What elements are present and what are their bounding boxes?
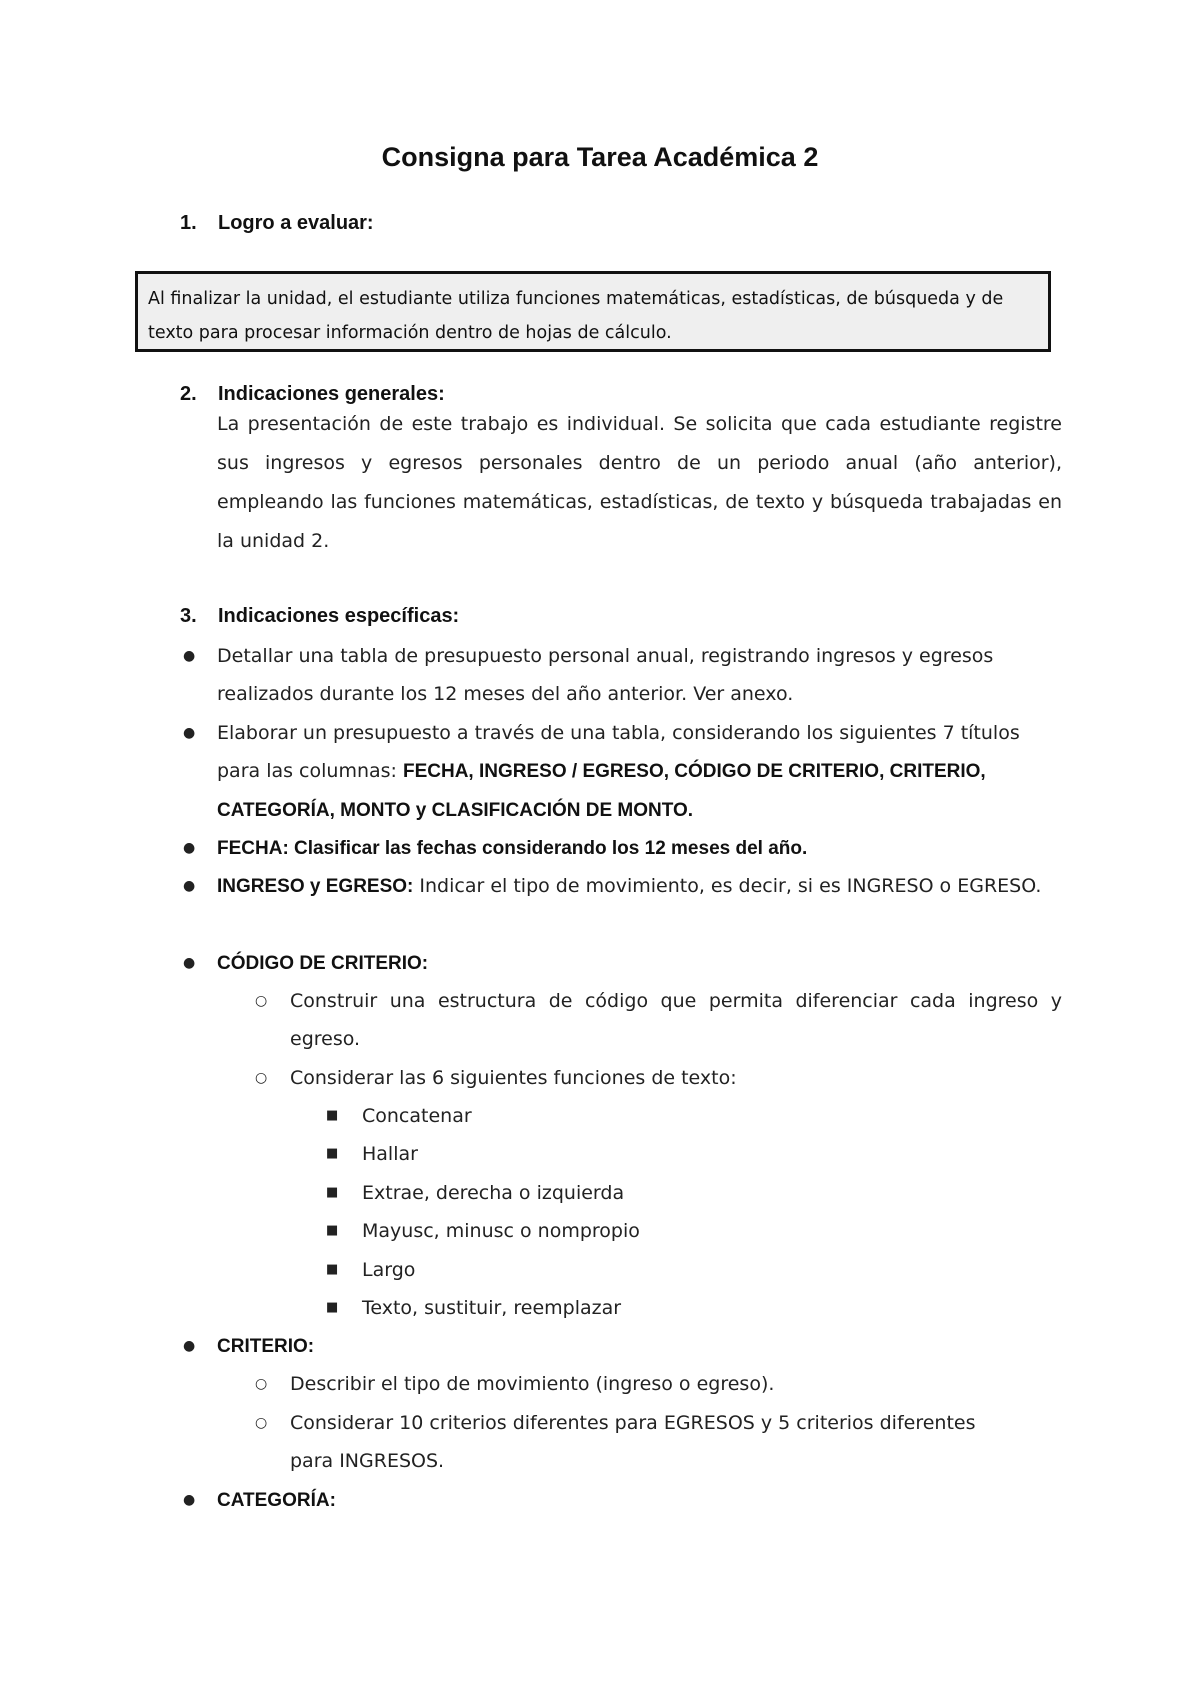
sub-bullet-text: Describir el tipo de movimiento (ingreso o egreso). <box>290 1373 775 1395</box>
bullet-icon: ● <box>183 648 196 664</box>
section-3-title: Indicaciones específicas: <box>218 605 460 627</box>
bullet-bold-text: FECHA, INGRESO / EGRESO, CÓDIGO DE CRITERIO, CRITERIO, CATEGORÍA, MONTO y CLASIFICACIÓN DE MONTO. <box>217 761 986 821</box>
bullet-icon: ● <box>183 955 196 971</box>
learning-outcome-line-1: Al finalizar la unidad, el estudiante utiliza funciones matemáticas, estadísticas, de búsqueda y de <box>148 289 1004 309</box>
bullet-bold-text: CATEGORÍA: <box>217 1490 336 1511</box>
bullet-icon: ● <box>183 725 196 741</box>
bullet-text: Detallar una tabla de presupuesto personal anual, registrando ingresos y egresos realizados durante los 12 meses del año anterior. Ver anexo. <box>217 645 994 705</box>
section-1-heading <box>180 212 374 235</box>
bullet-column-titles <box>183 714 1062 830</box>
bullet-ingreso-egreso <box>183 867 1062 906</box>
function-label: Largo <box>362 1259 416 1281</box>
bullet-icon: ● <box>183 878 196 894</box>
function-label: Concatenar <box>362 1105 472 1127</box>
section-3-heading <box>180 605 459 628</box>
circle-bullet-icon: ○ <box>255 1070 268 1086</box>
sub-bullet-criteria-count <box>255 1404 1010 1480</box>
function-label: Mayusc, minusc o nompropio <box>362 1220 640 1242</box>
sub-bullet-code-structure <box>255 982 1062 1058</box>
sub-bullet-movement-type <box>255 1365 1062 1403</box>
section-2-heading <box>180 383 445 406</box>
square-bullet-icon: ■ <box>326 1262 339 1277</box>
bullet-budget-table <box>183 637 1062 713</box>
bullet-criterio <box>183 1327 1062 1366</box>
learning-outcome-box <box>135 271 1051 352</box>
function-item <box>326 1097 1062 1135</box>
function-label: Extrae, derecha o izquierda <box>362 1182 625 1204</box>
circle-bullet-icon: ○ <box>255 1376 268 1392</box>
bullet-bold-text: INGRESO y EGRESO: <box>217 876 414 897</box>
function-item <box>326 1174 1062 1212</box>
sub-bullet-text: Considerar 10 criterios diferentes para EGRESOS y 5 criterios diferentes para INGRESOS. <box>290 1412 976 1472</box>
bullet-fecha <box>183 829 1062 868</box>
bullet-text: Elaborar un presupuesto a través de una tabla, considerando los siguientes 7 títulos para las columnas: <box>217 722 1020 782</box>
bullet-icon: ● <box>183 1492 196 1508</box>
sub-bullet-text: Construir una estructura de código que permita diferenciar cada ingreso y egreso. <box>290 990 1062 1050</box>
function-item <box>326 1251 1062 1289</box>
section-2-title: Indicaciones generales: <box>218 383 445 405</box>
square-bullet-icon: ■ <box>326 1223 339 1238</box>
square-bullet-icon: ■ <box>326 1300 339 1315</box>
function-label: Hallar <box>362 1143 418 1165</box>
bullet-codigo-criterio <box>183 944 1062 983</box>
section-3-number: 3. <box>180 605 197 627</box>
sub-bullet-text: Considerar las 6 siguientes funciones de texto: <box>290 1067 737 1089</box>
bullet-icon: ● <box>183 1338 196 1354</box>
sub-bullet-text-functions <box>255 1059 1062 1097</box>
bullet-bold-text: FECHA: Clasificar las fechas considerando los 12 meses del año. <box>217 838 808 859</box>
circle-bullet-icon: ○ <box>255 1415 268 1431</box>
page-title: Consigna para Tarea Académica 2 <box>381 142 819 172</box>
bullet-bold-text: CÓDIGO DE CRITERIO: <box>217 953 429 974</box>
section-2-number: 2. <box>180 383 197 405</box>
learning-outcome-line-2: texto para procesar información dentro de hojas de cálculo. <box>148 323 672 343</box>
section-2-paragraph: La presentación de este trabajo es individual. Se solicita que cada estudiante registre sus ingresos y egresos personales dentro de un periodo anual (año anterior), empleando las funciones matemáticas, estadísticas, de texto y búsqueda trabajadas en la unidad 2. <box>217 413 1062 552</box>
bullet-icon: ● <box>183 840 196 856</box>
bullet-text: Indicar el tipo de movimiento, es decir, si es INGRESO o EGRESO. <box>413 875 1042 897</box>
section-1-title: Logro a evaluar: <box>218 212 374 234</box>
bullet-categoria <box>183 1481 1062 1520</box>
bullet-bold-text: CRITERIO: <box>217 1336 315 1357</box>
square-bullet-icon: ■ <box>326 1185 339 1200</box>
function-item <box>326 1135 1062 1173</box>
square-bullet-icon: ■ <box>326 1146 339 1161</box>
function-item <box>326 1289 1062 1327</box>
function-item <box>326 1212 1062 1250</box>
square-bullet-icon: ■ <box>326 1108 339 1123</box>
circle-bullet-icon: ○ <box>255 993 268 1009</box>
function-label: Texto, sustituir, reemplazar <box>362 1297 622 1319</box>
section-1-number: 1. <box>180 212 197 234</box>
